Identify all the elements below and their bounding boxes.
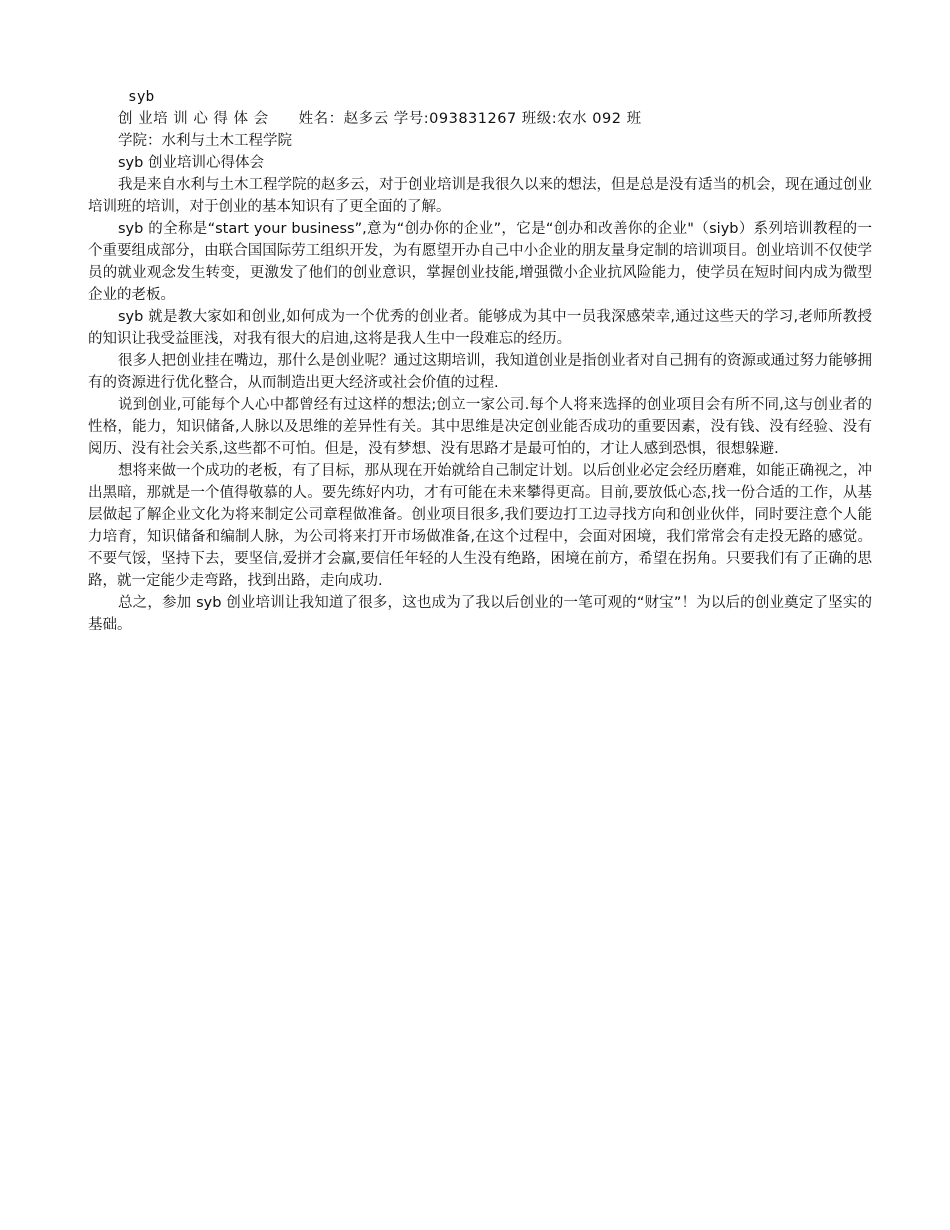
top-title: syb — [128, 89, 155, 105]
paragraph-4: 很多人把创业挂在嘴边，那什么是创业呢？通过这期培训，我知道创业是指创业者对自己拥有的资源或通过努力能够拥有的资源进行优化整合，从而制造出更大经济或社会价值的过程. — [88, 353, 872, 391]
paragraph-5: 说到创业,可能每个人心中都曾经有过这样的想法;创立一家公司.每个人将来选择的创业项目会有所不同,这与创业者的性格，能力，知识储备,人脉以及思维的差异性有关。其中思维是决定创业能否成功的重要因素，没有钱、没有经验、没有阅历、没有社会关系,这些都不可怕。但是，没有梦想、没有思路才是最可怕的，才让人感到恐惧，很想躲避. — [88, 397, 872, 457]
college-line: 学院：水利与土木工程学院 — [118, 133, 292, 149]
document-subtitle: syb 创业培训心得体会 — [118, 155, 264, 171]
paragraph-1: 我是来自水利与土木工程学院的赵多云，对于创业培训是我很久以来的想法，但是总是没有适当的机会，现在通过创业培训班的培训，对于创业的基本知识有了更全面的了解。 — [88, 177, 872, 215]
header-line: 创 业培 训 心 得 体 会 姓名：赵多云 学号:093831267 班级:农水 092 班 — [118, 111, 642, 127]
paragraph-3: syb 就是教大家如和创业,如何成为一个优秀的创业者。能够成为其中一员我深感荣幸,通过这些天的学习,老师所教授的知识让我受益匪浅，对我有很大的启迪,这将是我人生中一段难忘的经历。 — [88, 309, 872, 347]
paragraph-7: 总之，参加 syb 创业培训让我知道了很多，这也成为了我以后创业的一笔可观的“财宝”！为以后的创业奠定了坚实的基础。 — [88, 595, 872, 633]
paragraph-2: syb 的全称是“start your business”,意为“创办你的企业”，它是“创办和改善你的企业"（siyb）系列培训教程的一个重要组成部分，由联合国国际劳工组织开发，为有愿望开办自己中小企业的朋友量身定制的培训项目。创业培训不仅使学员的就业观念发生转变，更激发了他们的创业意识，掌握创业技能,增强微小企业抗风险能力，使学员在短时间内成为微型企业的老板。 — [88, 221, 872, 303]
document-page — [88, 86, 872, 636]
paragraph-6: 想将来做一个成功的老板，有了目标，那从现在开始就给自己制定计划。以后创业必定会经历磨难，如能正确视之，冲出黑暗，那就是一个值得敬慕的人。要先练好内功，才有可能在未来攀得更高。目前,要放低心态,找一份合适的工作，从基层做起了解企业文化为将来制定公司章程做准备。创业项目很多,我们要边打工边寻找方向和创业伙伴，同时要注意个人能力培育，知识储备和编制人脉，为公司将来打开市场做准备,在这个过程中，会面对困境，我们常常会有走投无路的感觉。不要气馁，坚持下去，要坚信,爱拼才会赢,要信任年轻的人生没有绝路，困境在前方，希望在拐角。只要我们有了正确的思路，就一定能少走弯路，找到出路，走向成功. — [88, 463, 872, 589]
